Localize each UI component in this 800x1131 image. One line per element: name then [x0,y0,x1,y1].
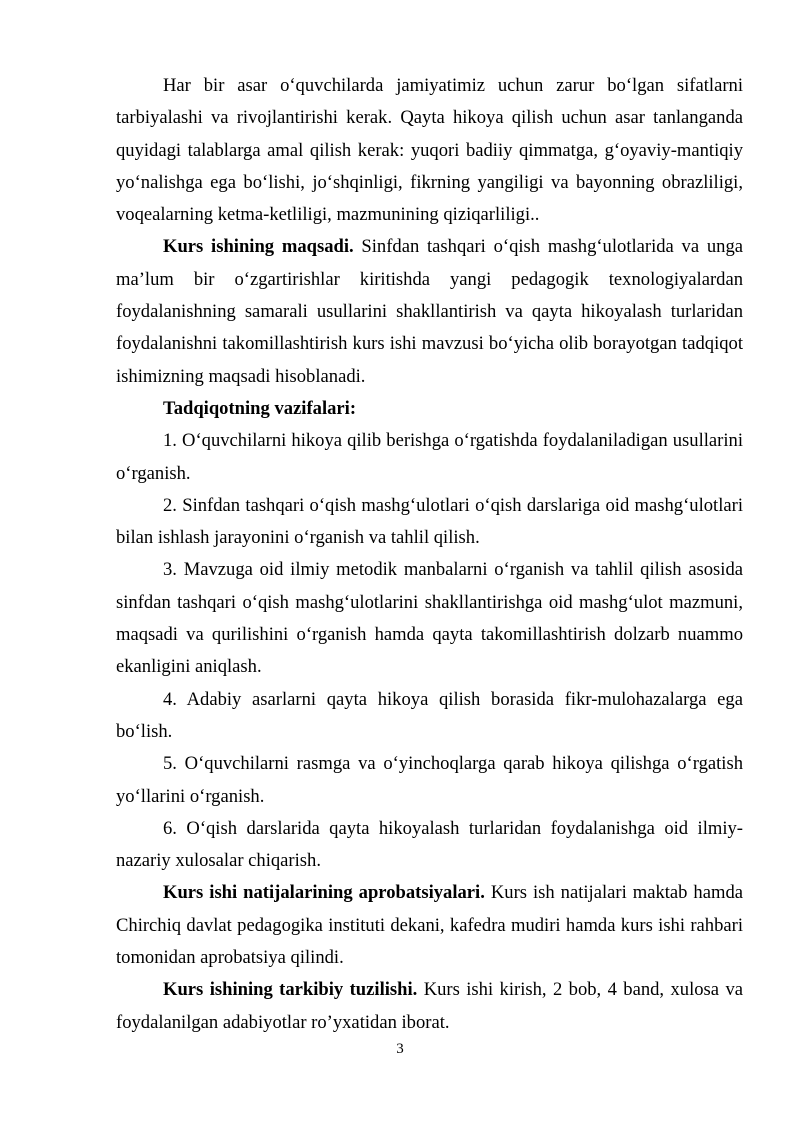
heading-structure: Kurs ishining tarkibiy tuzilishi. [163,979,418,1001]
page-number: 3 [396,1041,404,1057]
paragraph-course-goal: Kurs ishining maqsadi. Sinfdan tashqari o‘qish mashg‘ulotlarida va unga ma’lum bir o‘zgartirishlar kiritishda yangi pedagogik texnologiyalardan foydalanishning samarali usullarini shakllantirish va qayta hikoyalash turlaridan foydalanishni takomillashtirish kurs ishi mavzusi bo‘yicha olib borayotgan tadqiqot ishimizning maqsadi hisoblanadi. [116,236,743,387]
paragraph-intro: Har bir asar o‘quvchilarda jamiyatimiz uchun zarur bo‘lgan sifatlarni tarbiyalashi va rivojlantirishi kerak. Qayta hikoya qilish uchun asar tanlanganda quyidagi talablarga amal qilish kerak: yuqori badiiy qimmatga, g‘oyaviy-mantiqiy yo‘nalishga ega bo‘lishi, jo‘shqinligi, fikrning yangiligi va bayonning obrazliligi, voqealarning ketma-ketliligi, mazmunining qiziqarliligi.. [116,75,743,226]
heading-course-goal: Kurs ishining maqsadi. [163,236,354,258]
list-item-task-2: 2. Sinfdan tashqari o‘qish mashg‘ulotlari o‘qish darslariga oid mashg‘ulotlari bilan ishlash jarayonini o‘rganish va tahlil qilish. [116,494,743,549]
list-item-task-3: 3. Mavzuga oid ilmiy metodik manbalarni o‘rganish va tahlil qilish asosida sinfdan tashqari o‘qish mashg‘ulotlarini shakllantirishga oid mashg‘ulot mazmuni, maqsadi va qurilishini o‘rganish hamda qayta takomillashtirish dolzarb nuammo ekanligini aniqlash. [116,559,743,678]
heading-research-tasks: Tadqiqotning vazifalari: [163,397,357,419]
paragraph-approbation: Kurs ishi natijalarining aprobatsiyalari. Kurs ish natijalari maktab hamda Chirchiq davlat pedagogika instituti dekani, kafedra mudiri hamda kurs ishi rahbari tomonidan aprobatsiya qilindi. [116,882,743,969]
paragraph-structure: Kurs ishining tarkibiy tuzilishi. Kurs ishi kirish, 2 bob, 4 band, xulosa va foydalanilgan adabiyotlar ro’yxatidan iborat. [116,979,743,1033]
list-item-task-4: 4. Adabiy asarlarni qayta hikoya qilish borasida fikr-mulohazalarga ega bo‘lish. [116,688,743,742]
list-item-task-5: 5. O‘quvchilarni rasmga va o‘yinchoqlarga qarab hikoya qilishga o‘rgatish yo‘llarini o‘rganish. [116,753,743,807]
document-body [116,70,743,1039]
list-item-task-1: 1. O‘quvchilarni hikoya qilib berishga o‘rgatishda foydalaniladigan usullarini o‘rganish. [116,430,743,484]
heading-approbation: Kurs ishi natijalarining aprobatsiyalari. [163,882,485,904]
list-item-task-6: 6. O‘qish darslarida qayta hikoyalash turlaridan foydalanishga oid ilmiy-nazariy xulosalar chiqarish. [116,817,743,872]
